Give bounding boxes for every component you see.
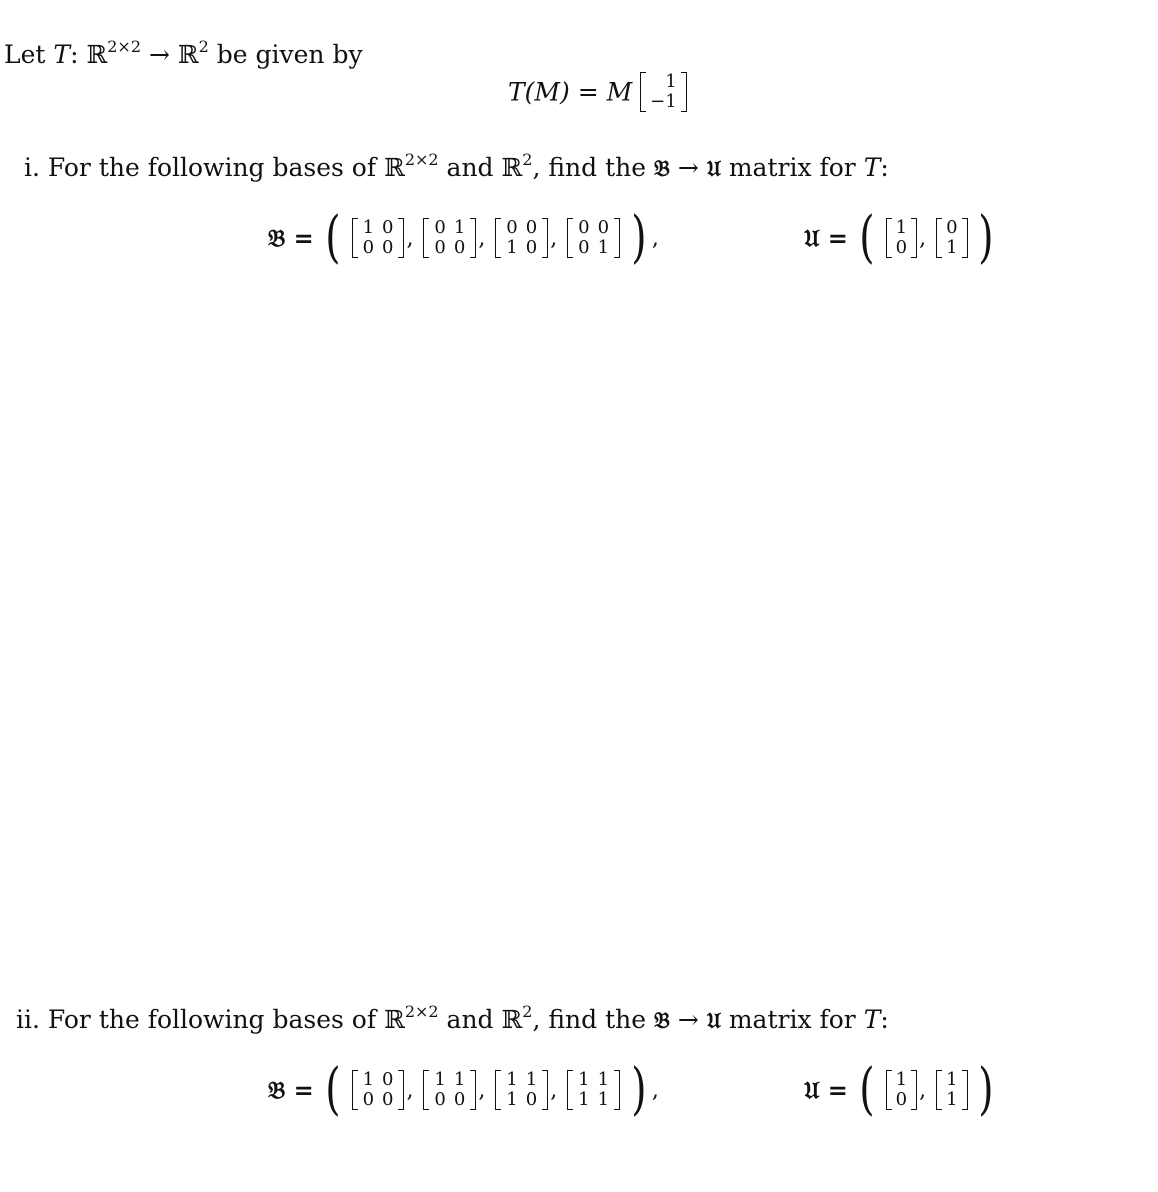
matrix-entry: 0 bbox=[578, 237, 590, 258]
matrix-entry: 1 bbox=[597, 1089, 610, 1110]
basis-matrix bbox=[352, 1070, 405, 1110]
intro-colon: : bbox=[70, 40, 87, 69]
intro-R2: ℝ bbox=[177, 40, 199, 69]
matrix-entry: 1 bbox=[578, 1069, 590, 1090]
part-ii-dim2: 2 bbox=[522, 1002, 533, 1021]
intro-suffix: be given by bbox=[208, 40, 363, 69]
matrix-entry: 0 bbox=[362, 1089, 375, 1110]
part-ii-find: , find the bbox=[532, 1005, 654, 1034]
part-i-find: , find the bbox=[532, 153, 654, 182]
vector-entry: 1 bbox=[946, 1089, 958, 1110]
part-ii-label: ii. For the following bases of bbox=[16, 1005, 385, 1034]
part-i-tail: matrix for bbox=[720, 153, 864, 182]
definition-vector bbox=[640, 72, 687, 112]
matrix-entry: 0 bbox=[382, 1069, 394, 1090]
part-i-B: 𝔅 bbox=[654, 156, 670, 182]
part-ii-B-basis: 𝔅 = ( 1 0 0 0 , 1 1 0 0 , 1 1 1 0 , 1 1 1 1 ) , bbox=[268, 1057, 659, 1122]
intro-R1: ℝ bbox=[86, 40, 108, 69]
basis-vector bbox=[886, 1070, 917, 1110]
intro-T: T bbox=[53, 40, 71, 69]
part-ii-B: 𝔅 bbox=[654, 1008, 670, 1034]
vector-entry: 1 bbox=[895, 217, 908, 238]
part-i-B-basis: 𝔅 = ( 1 0 0 0 , 0 1 0 0 , 0 0 1 0 , 0 0 0 1 ) , bbox=[268, 205, 659, 270]
basis-vector bbox=[936, 218, 967, 258]
part-i-R2: ℝ bbox=[501, 153, 523, 182]
matrix-entry: 0 bbox=[362, 237, 375, 258]
part-i-arrow: → bbox=[669, 153, 707, 182]
matrix-entry: 0 bbox=[578, 217, 590, 238]
intro-dim1: 2×2 bbox=[107, 37, 141, 56]
part-ii-U-eq: 𝔘 = bbox=[804, 1075, 848, 1105]
intro-prefix: Let bbox=[4, 40, 54, 69]
part-i-T: T bbox=[863, 153, 881, 182]
matrix-entry: 1 bbox=[362, 217, 375, 238]
basis-matrix bbox=[567, 1070, 620, 1110]
part-i-mid: and bbox=[438, 153, 502, 182]
matrix-entry: 1 bbox=[434, 1069, 446, 1090]
matrix-entry: 1 bbox=[453, 1069, 466, 1090]
matrix-entry: 1 bbox=[578, 1089, 590, 1110]
matrix-entry: 0 bbox=[453, 237, 466, 258]
matrix-entry: 0 bbox=[525, 237, 538, 258]
part-ii-dim1: 2×2 bbox=[404, 1002, 439, 1021]
vector-entry: 1 bbox=[665, 71, 677, 92]
intro-arrow: → bbox=[141, 40, 178, 69]
part-ii-mid: and bbox=[438, 1005, 502, 1034]
part-i-U-basis: 𝔘 = ( 1 0 , 0 1 ) bbox=[804, 205, 995, 270]
basis-matrix bbox=[495, 1070, 548, 1110]
part-ii-colon: : bbox=[880, 1005, 889, 1034]
matrix-entry: 0 bbox=[382, 1089, 394, 1110]
vector-entry: 0 bbox=[895, 1089, 908, 1110]
matrix-entry: 1 bbox=[525, 1069, 538, 1090]
part-ii-U: 𝔘 bbox=[706, 1008, 721, 1034]
intro-dim2: 2 bbox=[198, 37, 209, 56]
vector-entry: 1 bbox=[946, 237, 958, 258]
basis-matrix bbox=[567, 218, 620, 258]
matrix-entry: 1 bbox=[362, 1069, 375, 1090]
part-ii-heading bbox=[16, 1002, 889, 1034]
vector-entry: 0 bbox=[895, 237, 908, 258]
basis-vector bbox=[936, 1070, 967, 1110]
part-ii-T: T bbox=[863, 1005, 881, 1034]
part-ii-tail: matrix for bbox=[720, 1005, 864, 1034]
basis-matrix bbox=[423, 1070, 476, 1110]
part-ii-B-eq: 𝔅 = bbox=[268, 1075, 314, 1105]
part-i-colon: : bbox=[880, 153, 889, 182]
basis-vector bbox=[886, 218, 917, 258]
matrix-entry: 0 bbox=[597, 217, 610, 238]
part-i-label: i. For the following bases of bbox=[24, 153, 385, 182]
part-i-R1: ℝ bbox=[384, 153, 405, 182]
matrix-entry: 1 bbox=[506, 1069, 518, 1090]
part-ii-arrow: → bbox=[669, 1005, 707, 1034]
definition-lhs: T(M) = M bbox=[508, 77, 633, 107]
matrix-entry: 0 bbox=[506, 217, 518, 238]
part-ii-R1: ℝ bbox=[384, 1005, 405, 1034]
matrix-entry: 0 bbox=[382, 237, 394, 258]
matrix-entry: 0 bbox=[525, 217, 538, 238]
matrix-entry: 0 bbox=[434, 237, 446, 258]
matrix-entry: 1 bbox=[506, 237, 518, 258]
basis-matrix bbox=[495, 218, 548, 258]
part-i-U-eq: 𝔘 = bbox=[804, 223, 848, 253]
matrix-entry: 0 bbox=[382, 217, 394, 238]
matrix-entry: 1 bbox=[506, 1089, 518, 1110]
part-i-dim2: 2 bbox=[522, 150, 533, 169]
part-i-B-eq: 𝔅 = bbox=[268, 223, 314, 253]
matrix-entry: 0 bbox=[434, 1089, 446, 1110]
matrix-entry: 0 bbox=[453, 1089, 466, 1110]
vector-entry: −1 bbox=[650, 91, 677, 112]
part-ii-U-basis: 𝔘 = ( 1 0 , 1 1 ) bbox=[804, 1057, 995, 1122]
vector-entry: 1 bbox=[895, 1069, 908, 1090]
part-i-dim1: 2×2 bbox=[404, 150, 439, 169]
definition-equation bbox=[508, 72, 687, 112]
matrix-entry: 0 bbox=[434, 217, 446, 238]
part-i-heading bbox=[24, 150, 889, 182]
intro-line bbox=[4, 37, 363, 69]
matrix-entry: 0 bbox=[525, 1089, 538, 1110]
basis-matrix bbox=[352, 218, 405, 258]
matrix-entry: 1 bbox=[597, 1069, 610, 1090]
vector-entry: 0 bbox=[946, 217, 958, 238]
part-i-U: 𝔘 bbox=[706, 156, 721, 182]
matrix-entry: 1 bbox=[453, 217, 466, 238]
vector-entry: 1 bbox=[946, 1069, 958, 1090]
matrix-entry: 1 bbox=[597, 237, 610, 258]
part-ii-R2: ℝ bbox=[501, 1005, 523, 1034]
basis-matrix bbox=[423, 218, 476, 258]
